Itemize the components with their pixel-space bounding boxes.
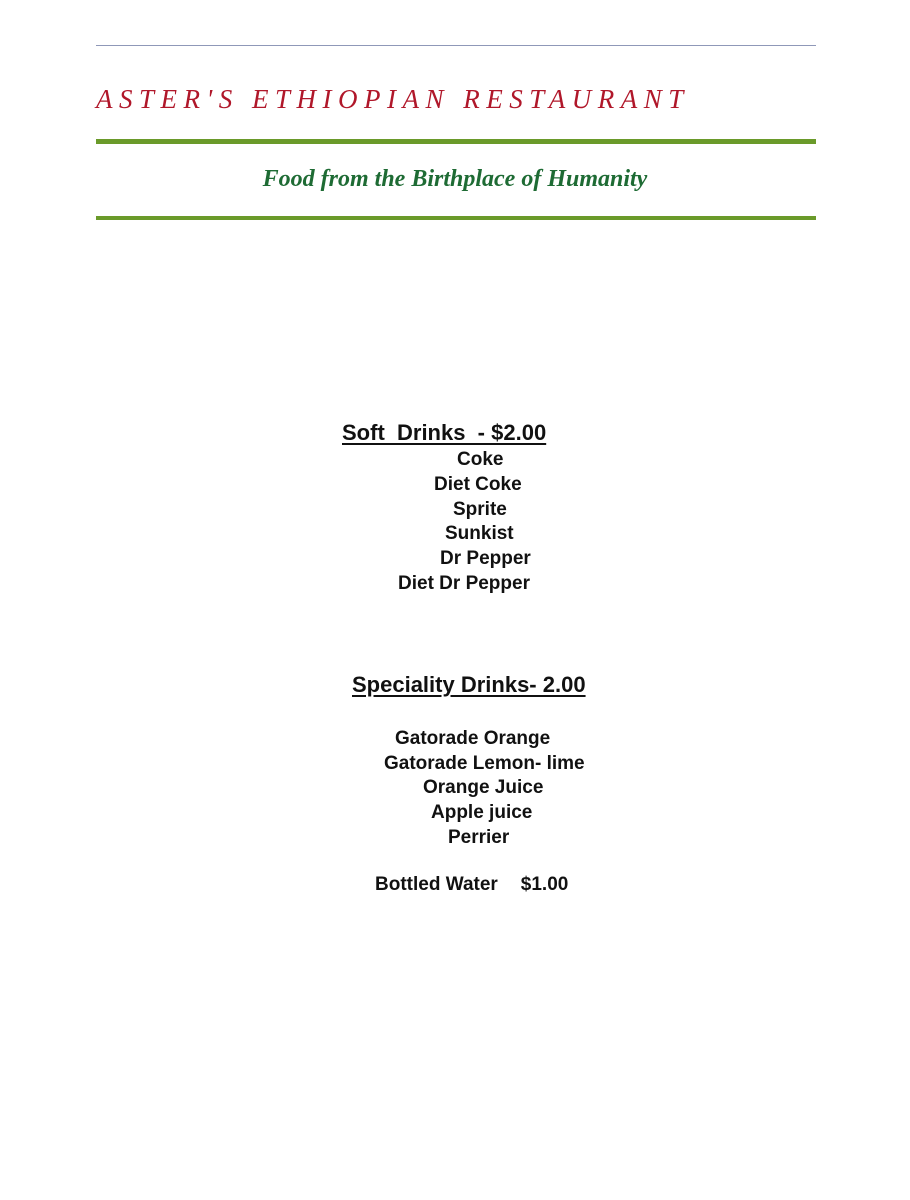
speciality-drinks-heading: Speciality Drinks- 2.00 xyxy=(352,672,586,697)
restaurant-name: ASTER'S ETHIOPIAN RESTAURANT xyxy=(96,84,690,114)
menu-item: Diet Coke xyxy=(434,474,522,495)
menu-item: Dr Pepper xyxy=(440,548,531,569)
green-divider-upper xyxy=(96,139,816,144)
bottled-water-label: Bottled Water xyxy=(375,874,498,895)
soft-drinks-heading: Soft Drinks - $2.00 xyxy=(342,420,547,445)
menu-item: Diet Dr Pepper xyxy=(398,573,530,594)
menu-item: Sunkist xyxy=(445,523,514,544)
menu-item: Gatorade Orange xyxy=(395,728,551,749)
top-divider xyxy=(96,45,816,46)
menu-item: Perrier xyxy=(448,827,510,848)
menu-item: Sprite xyxy=(453,499,507,520)
bottled-water-line xyxy=(375,874,568,896)
menu-item: Orange Juice xyxy=(423,777,544,798)
tagline: Food from the Birthplace of Humanity xyxy=(262,166,648,192)
menu-item: Gatorade Lemon- lime xyxy=(384,753,585,774)
bottled-water-price: $1.00 xyxy=(520,874,569,895)
green-divider-lower xyxy=(96,216,816,220)
menu-item: Coke xyxy=(457,449,504,470)
menu-item: Apple juice xyxy=(431,802,533,823)
